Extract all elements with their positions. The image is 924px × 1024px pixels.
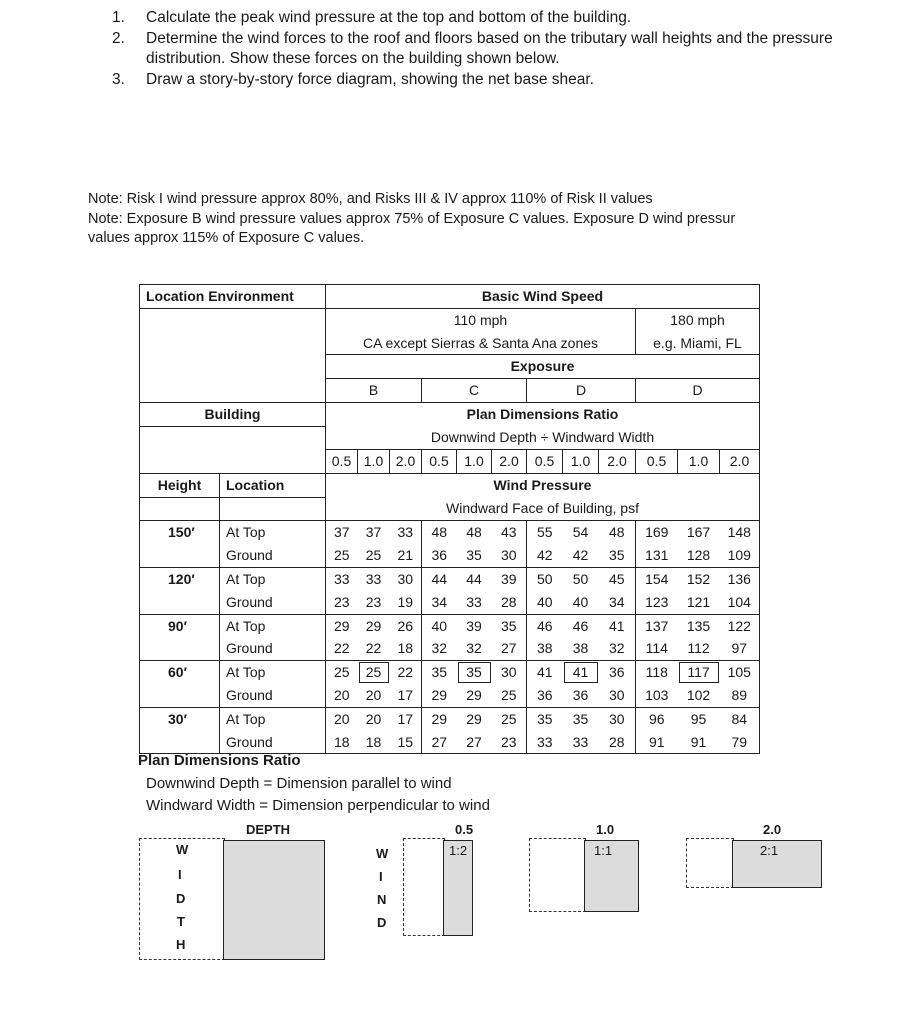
pressure-value: 45 [599, 568, 636, 591]
pressure-value: 105 [720, 661, 760, 684]
pressure-value: 41 [563, 661, 599, 684]
wind-pressure-table [139, 284, 760, 754]
plan-ratio-sub: Downwind Depth ÷ Windward Width [326, 426, 760, 449]
location-cell: At Top [220, 614, 326, 637]
ratio-20-sub: 2:1 [760, 843, 779, 858]
pressure-value: 26 [390, 614, 422, 637]
pressure-value: 91 [678, 731, 720, 754]
pressure-value: 38 [536, 640, 553, 657]
depth-label: DEPTH [246, 822, 291, 837]
exposure-header: Exposure [326, 355, 760, 379]
pressure-value: 35 [492, 614, 527, 637]
pressure-value: 34 [599, 591, 636, 614]
plan-ratio-header: Plan Dimensions Ratio [326, 402, 760, 426]
pressure-value: 35 [457, 661, 492, 684]
pressure-value: 48 [422, 521, 457, 544]
pressure-value: 17 [390, 684, 422, 707]
pressure-row [140, 637, 760, 660]
ratio-20-label: 2.0 [763, 822, 782, 837]
pressure-value: 128 [686, 547, 711, 564]
pressure-row [140, 591, 760, 614]
ratio-cell: 1.0 [563, 450, 599, 474]
pressure-value: 112 [687, 640, 710, 657]
pressure-value: 30 [599, 684, 636, 707]
pressure-value: 29 [358, 614, 390, 637]
pressure-value: 48 [457, 521, 492, 544]
pressure-row [140, 614, 760, 637]
ratio-20-dashed-box [686, 838, 734, 888]
pressure-value: 36 [599, 661, 636, 684]
speed-180: 180 mph [636, 308, 760, 331]
pressure-value: 28 [492, 591, 527, 614]
pressure-value: 20 [326, 707, 358, 730]
location-environment-header: Location Environment [140, 285, 326, 309]
location-cell: At Top [220, 707, 326, 730]
pressure-value: 50 [527, 568, 563, 591]
pressure-value: 44 [457, 568, 492, 591]
exposure-c: C [422, 379, 527, 403]
pressure-value: 23 [365, 593, 382, 610]
pressure-value: 41 [599, 614, 636, 637]
ratio-cell: 0.5 [326, 450, 358, 474]
location-cell: Ground [220, 591, 326, 614]
pressure-value: 50 [563, 568, 599, 591]
pressure-value: 18 [326, 731, 358, 754]
pressure-value: 117 [678, 661, 720, 684]
speed-180-note: e.g. Miami, FL [636, 332, 760, 355]
pressure-value: 29 [431, 687, 448, 704]
pressure-value: 32 [599, 637, 636, 660]
height-cell: 30′ [140, 707, 220, 730]
height-cell: 150′ [140, 521, 220, 544]
pressure-value: 20 [358, 707, 390, 730]
pressure-value: 23 [333, 593, 350, 610]
pressure-value: 29 [326, 614, 358, 637]
pressure-value: 34 [431, 593, 448, 610]
pressure-value: 122 [720, 614, 760, 637]
pressure-value: 18 [390, 637, 422, 660]
pressure-value: 154 [636, 568, 678, 591]
pressure-value: 22 [390, 661, 422, 684]
ratio-10-sub: 1:1 [594, 843, 613, 858]
ratio-cell: 0.5 [527, 450, 563, 474]
pressure-value: 48 [599, 521, 636, 544]
height-cell: 120′ [140, 568, 220, 591]
pressure-value: 30 [492, 661, 527, 684]
pressure-value: 29 [466, 687, 482, 704]
pressure-value: 17 [390, 707, 422, 730]
ratio-10-label: 1.0 [596, 822, 615, 837]
ratio-05-dashed-box [403, 838, 445, 936]
pressure-value: 43 [492, 521, 527, 544]
task-item: 3. Draw a story-by-story force diagram, showing the net base shear. [112, 70, 594, 88]
pressure-value: 104 [720, 591, 760, 614]
pressure-value: 29 [457, 707, 492, 730]
pressure-value: 28 [599, 731, 636, 754]
pressure-value: 35 [599, 544, 636, 567]
pressure-value: 40 [572, 593, 589, 610]
pressure-value: 35 [466, 547, 482, 564]
pressure-value: 131 [645, 547, 669, 564]
building-plan-square [223, 840, 325, 960]
pressure-value: 39 [492, 568, 527, 591]
ratio-cell: 2.0 [720, 450, 760, 474]
pressure-value: 33 [466, 593, 482, 610]
pressure-value: 102 [686, 687, 711, 704]
plan-line: Downwind Depth = Dimension parallel to wind [146, 774, 452, 792]
pressure-value: 84 [720, 707, 760, 730]
ratio-cell: 2.0 [599, 450, 636, 474]
pressure-value: 25 [492, 684, 527, 707]
pressure-value: 25 [365, 547, 382, 564]
pressure-row [140, 544, 760, 567]
pressure-value: 41 [527, 661, 563, 684]
pressure-value: 33 [563, 731, 599, 754]
pressure-value: 36 [572, 687, 589, 704]
pressure-value: 21 [390, 544, 422, 567]
pressure-value: 79 [720, 731, 760, 754]
width-letter: H [176, 937, 186, 952]
pressure-value: 33 [358, 568, 390, 591]
pressure-value: 169 [636, 521, 678, 544]
pressure-value: 30 [390, 568, 422, 591]
pressure-value: 32 [466, 640, 482, 657]
building-header: Building [140, 402, 326, 426]
height-cell [140, 637, 220, 660]
speed-110-note: CA except Sierras & Santa Ana zones [326, 332, 636, 355]
pressure-value: 35 [563, 707, 599, 730]
ratio-cell: 1.0 [457, 450, 492, 474]
pressure-value: 96 [636, 707, 678, 730]
pressure-value: 123 [645, 593, 669, 610]
location-header: Location [220, 473, 326, 497]
pressure-value: 27 [492, 637, 527, 660]
ratio-cell: 0.5 [636, 450, 678, 474]
pressure-value: 137 [636, 614, 678, 637]
note-line: Note: Exposure B wind pressure values approx 75% of Exposure C values. Exposure D wind pressur [88, 210, 736, 227]
wind-letter: I [379, 869, 383, 884]
height-cell: 60′ [140, 661, 220, 684]
ratio-cell: 0.5 [422, 450, 457, 474]
task-item: 1. Calculate the peak wind pressure at the top and bottom of the building. [112, 9, 632, 26]
pressure-value: 25 [333, 547, 350, 564]
location-cell: Ground [220, 544, 326, 567]
pressure-value: 97 [720, 637, 760, 660]
ratio-cell: 2.0 [390, 450, 422, 474]
pressure-value: 89 [720, 684, 760, 707]
pressure-value: 25 [492, 707, 527, 730]
pressure-value: 42 [536, 547, 553, 564]
pressure-value: 136 [720, 568, 760, 591]
ratio-cell: 1.0 [678, 450, 720, 474]
pressure-value: 22 [333, 640, 350, 657]
pressure-value: 33 [527, 731, 563, 754]
pressure-value: 109 [720, 544, 760, 567]
pressure-value: 46 [563, 614, 599, 637]
task-item: 2. Determine the wind forces to the roof and floors based on the tributary wall heights and the pressure distribution. Show these forces on the building shown below. [112, 29, 833, 67]
pressure-value: 20 [333, 687, 350, 704]
pressure-row [140, 707, 760, 730]
note-line: values approx 115% of Exposure C values. [88, 230, 365, 246]
width-letter: T [177, 914, 185, 929]
pressure-value: 20 [365, 687, 382, 704]
pressure-value: 46 [527, 614, 563, 637]
pressure-value: 167 [678, 521, 720, 544]
pressure-value: 32 [431, 640, 448, 657]
pressure-value: 25 [326, 661, 358, 684]
height-cell [140, 684, 220, 707]
exposure-d: D [527, 379, 636, 403]
pressure-value: 135 [678, 614, 720, 637]
location-cell: Ground [220, 731, 326, 754]
pressure-value: 54 [563, 521, 599, 544]
plan-ratio-notes [138, 750, 490, 818]
ratio-05-sub: 1:2 [449, 843, 468, 858]
note-line: Note: Risk I wind pressure approx 80%, and Risks III & IV approx 110% of Risk II values [88, 191, 653, 207]
pressure-value: 121 [686, 593, 711, 610]
plan-line: Windward Width = Dimension perpendicular to wind [146, 797, 490, 814]
height-cell [140, 544, 220, 567]
width-letter: I [178, 867, 182, 882]
pressure-value: 23 [492, 731, 527, 754]
pressure-row [140, 521, 760, 544]
speed-110: 110 mph [326, 308, 636, 331]
location-cell: At Top [220, 661, 326, 684]
pressure-value: 27 [457, 731, 492, 754]
pressure-value: 103 [645, 687, 669, 704]
pressure-value: 114 [645, 640, 668, 657]
pressure-value: 40 [422, 614, 457, 637]
wind-pressure-header: Wind Pressure [326, 473, 760, 497]
pressure-value: 36 [536, 687, 553, 704]
ratio-cell: 2.0 [492, 450, 527, 474]
height-header: Height [140, 473, 220, 497]
pressure-value: 35 [527, 707, 563, 730]
pressure-value: 37 [326, 521, 358, 544]
notes [88, 190, 908, 249]
pressure-value: 33 [326, 568, 358, 591]
height-cell [140, 591, 220, 614]
pressure-value: 95 [678, 707, 720, 730]
pressure-value: 55 [527, 521, 563, 544]
exposure-b: B [326, 379, 422, 403]
pressure-value: 33 [390, 521, 422, 544]
pressure-value: 148 [720, 521, 760, 544]
pressure-value: 27 [422, 731, 457, 754]
pressure-value: 42 [572, 547, 589, 564]
pressure-rows [140, 521, 760, 754]
basic-wind-speed-header: Basic Wind Speed [326, 285, 760, 309]
wind-letter: N [377, 892, 387, 907]
pressure-value: 25 [358, 661, 390, 684]
pressure-value: 36 [431, 547, 448, 564]
pressure-value: 30 [599, 707, 636, 730]
wind-letter: D [377, 915, 387, 930]
pressure-value: 18 [358, 731, 390, 754]
wind-letter: W [376, 846, 389, 861]
plan-title: Plan Dimensions Ratio [138, 752, 301, 769]
exposure-d-180: D [636, 379, 760, 403]
pressure-value: 19 [390, 591, 422, 614]
ratio-10-dashed-box [529, 838, 586, 912]
width-letter: D [176, 891, 186, 906]
pressure-value: 118 [636, 661, 678, 684]
pressure-value: 37 [358, 521, 390, 544]
pressure-row [140, 684, 760, 707]
pressure-value: 30 [492, 544, 527, 567]
location-cell: At Top [220, 568, 326, 591]
pressure-value: 35 [422, 661, 457, 684]
location-cell: At Top [220, 521, 326, 544]
pressure-row [140, 568, 760, 591]
pressure-row [140, 661, 760, 684]
task-list [112, 8, 872, 90]
pressure-value: 40 [536, 593, 553, 610]
pressure-value: 15 [390, 731, 422, 754]
pressure-value: 152 [678, 568, 720, 591]
pressure-value: 29 [422, 707, 457, 730]
pressure-value: 91 [636, 731, 678, 754]
ratio-cell: 1.0 [358, 450, 390, 474]
pressure-value: 44 [422, 568, 457, 591]
width-letter: W [176, 842, 189, 857]
pressure-value: 39 [457, 614, 492, 637]
ratio-05-label: 0.5 [455, 822, 474, 837]
location-cell: Ground [220, 637, 326, 660]
height-cell: 90′ [140, 614, 220, 637]
pressure-value: 22 [365, 640, 382, 657]
wind-pressure-sub: Windward Face of Building, psf [326, 497, 760, 521]
location-cell: Ground [220, 684, 326, 707]
pressure-value: 38 [572, 640, 589, 657]
